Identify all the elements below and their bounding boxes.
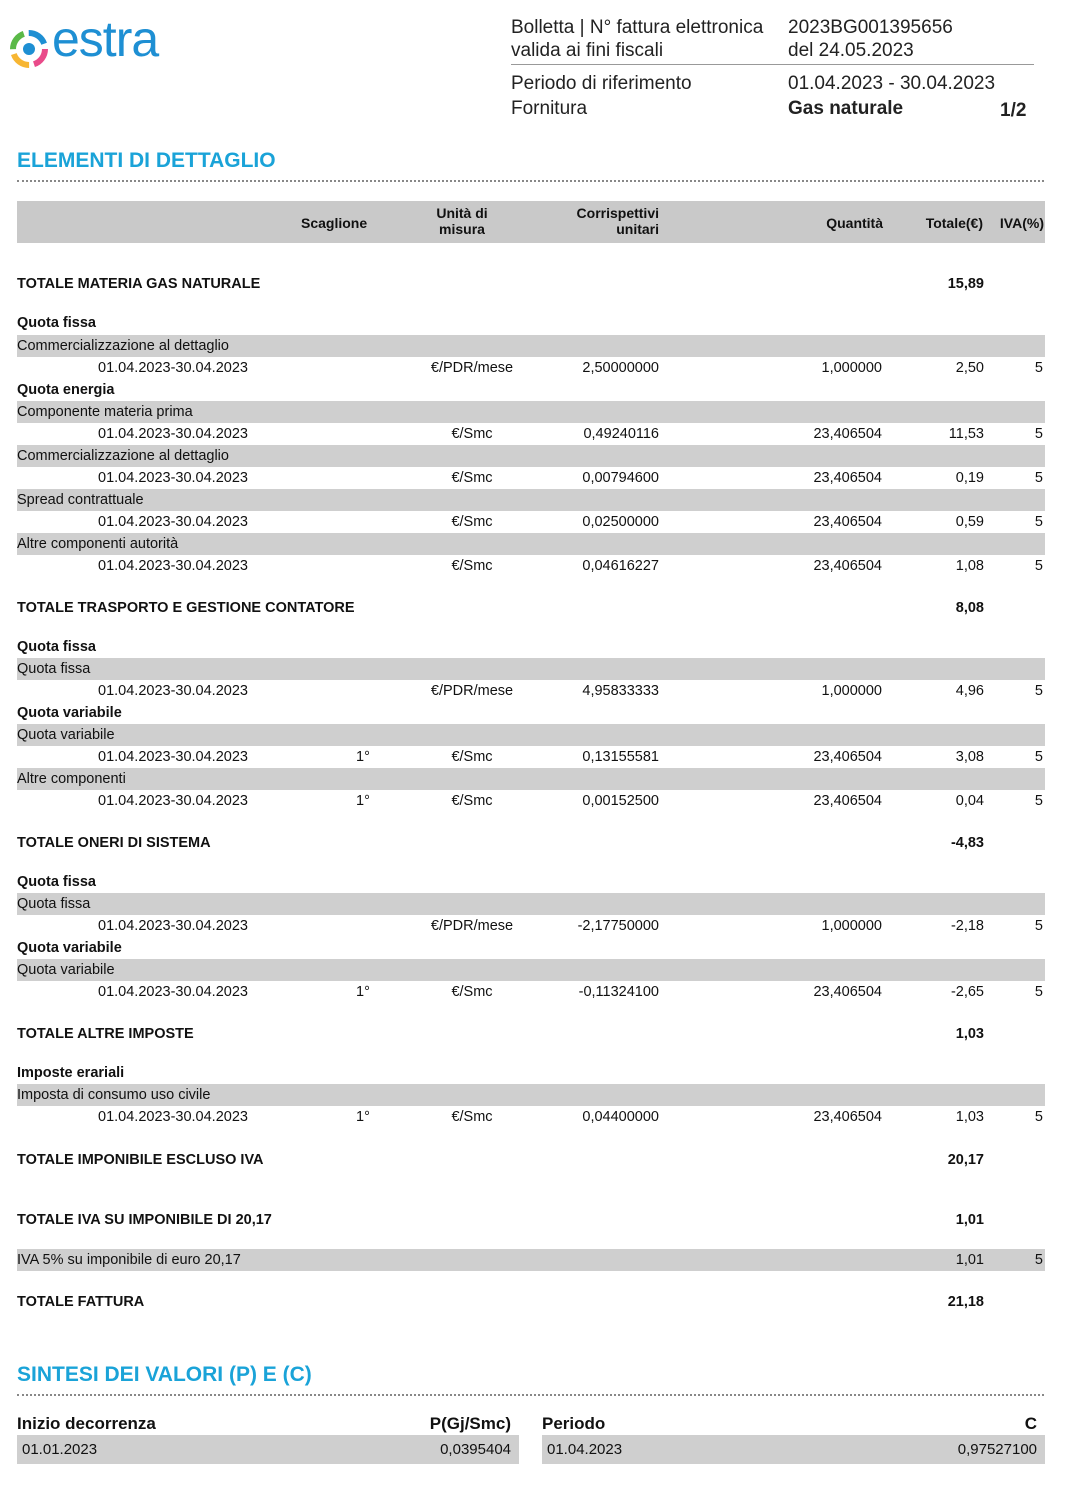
quantity-cell: 23,406504	[813, 984, 882, 1000]
iva-label: IVA 5% su imponibile di euro 20,17	[17, 1252, 241, 1268]
subsection-label: Quota fissa	[17, 874, 96, 890]
total-label: TOTALE IMPONIBILE ESCLUSO IVA	[17, 1152, 264, 1168]
total-row	[17, 1209, 1045, 1231]
quantity-cell: 23,406504	[813, 470, 882, 486]
component-label: Altre componenti autorità	[17, 536, 179, 552]
component-label: Quota fissa	[17, 896, 91, 912]
total-value: 15,89	[947, 276, 984, 292]
scaglione-cell: 1°	[356, 1109, 370, 1125]
subsection-row	[17, 636, 1045, 658]
scaglione-cell: 1°	[356, 749, 370, 765]
component-row	[17, 335, 1045, 357]
unit-cell: €/PDR/mese	[430, 360, 514, 376]
quantity-cell: 23,406504	[813, 793, 882, 809]
scaglione-cell: 1°	[356, 984, 370, 1000]
unit-price-cell: 2,50000000	[582, 360, 659, 376]
iva-cell: 5	[1034, 514, 1043, 530]
period-cell: 01.04.2023-30.04.2023	[98, 984, 248, 1000]
unit-price-cell: -0,11324100	[578, 984, 659, 1000]
component-row	[17, 1084, 1045, 1106]
table-row	[17, 357, 1045, 379]
quantity-cell: 23,406504	[813, 426, 882, 442]
table-row	[17, 981, 1045, 1003]
period-value: 01.04.2023 - 30.04.2023	[788, 73, 996, 94]
unit-price-cell: 0,00794600	[582, 470, 659, 486]
unit-cell: €/Smc	[451, 984, 493, 1000]
subsection-label: Quota variabile	[17, 705, 122, 721]
total-cell: 0,19	[955, 470, 984, 486]
total-label: TOTALE TRASPORTO E GESTIONE CONTATORE	[17, 600, 355, 616]
estra-logo	[8, 11, 188, 72]
quantity-cell: 23,406504	[813, 749, 882, 765]
iva-row	[17, 1249, 1045, 1271]
col-corrispettivi: Corrispettivi unitari	[576, 205, 659, 237]
period-cell: 01.04.2023-30.04.2023	[98, 514, 248, 530]
unit-price-cell: 0,00152500	[582, 793, 659, 809]
subsection-row	[17, 1062, 1045, 1084]
total-label: TOTALE ONERI DI SISTEMA	[17, 835, 211, 851]
subsection-row	[17, 379, 1045, 401]
total-value: 1,01	[955, 1212, 984, 1228]
period-cell: 01.04.2023-30.04.2023	[98, 470, 248, 486]
total-cell: 1,03	[955, 1109, 984, 1125]
unit-cell: €/PDR/mese	[430, 683, 514, 699]
subsection-label: Quota fissa	[17, 639, 96, 655]
table-row	[17, 511, 1045, 533]
component-label: Imposta di consumo uso civile	[17, 1087, 211, 1103]
total-cell: 4,96	[955, 683, 984, 699]
iva-cell: 5	[1034, 470, 1043, 486]
quantity-cell: 1,000000	[821, 918, 882, 934]
table-row	[17, 423, 1045, 445]
component-label: Spread contrattuale	[17, 492, 144, 508]
table-row	[17, 746, 1045, 768]
total-row	[17, 273, 1045, 295]
unit-cell: €/Smc	[451, 749, 493, 765]
total-cell: -2,65	[950, 984, 984, 1000]
unit-cell: €/Smc	[451, 514, 493, 530]
component-row	[17, 768, 1045, 790]
component-row	[17, 959, 1045, 981]
period-cell: 01.04.2023-30.04.2023	[98, 683, 248, 699]
total-cell: 0,59	[955, 514, 984, 530]
dotted-divider	[17, 180, 1044, 182]
unit-price-cell: 0,49240116	[583, 426, 659, 442]
component-label: Commercializzazione al dettaglio	[17, 448, 229, 464]
quantity-cell: 23,406504	[813, 1109, 882, 1125]
syn-header-c: C	[1024, 1414, 1037, 1433]
logo-wordmark: estra	[52, 11, 159, 67]
unit-price-cell: 0,02500000	[582, 514, 659, 530]
unit-price-cell: -2,17750000	[577, 918, 659, 934]
subsection-row	[17, 312, 1045, 334]
period-cell: 01.04.2023-30.04.2023	[98, 918, 248, 934]
iva-cell: 5	[1034, 426, 1043, 442]
subsection-label: Quota energia	[17, 382, 115, 398]
quantity-cell: 23,406504	[813, 514, 882, 530]
unit-cell: €/Smc	[451, 793, 493, 809]
unit-cell: €/Smc	[451, 470, 493, 486]
iva-cell: 5	[1034, 749, 1043, 765]
col-iva: IVA(%)	[999, 215, 1044, 231]
invoice-label: Bolletta | N° fattura elettronica	[511, 17, 764, 38]
iva-cell: 5	[1034, 558, 1043, 574]
unit-price-cell: 0,13155581	[582, 749, 659, 765]
period-cell: 01.04.2023-30.04.2023	[98, 360, 248, 376]
period-cell: 01.04.2023-30.04.2023	[98, 558, 248, 574]
total-label: TOTALE FATTURA	[17, 1294, 145, 1310]
total-cell: 3,08	[955, 749, 984, 765]
component-row	[17, 445, 1045, 467]
total-value: 20,17	[947, 1152, 984, 1168]
total-cell: 1,08	[955, 558, 984, 574]
table-header	[17, 201, 1045, 243]
supply-value: Gas naturale	[788, 98, 904, 119]
total-row	[17, 597, 1045, 619]
table-row	[17, 915, 1045, 937]
col-scaglione: Scaglione	[301, 215, 368, 231]
total-row	[17, 1023, 1045, 1045]
total-value: 8,08	[955, 600, 984, 616]
unit-cell: €/Smc	[451, 426, 493, 442]
scaglione-cell: 1°	[356, 793, 370, 809]
total-cell: 0,04	[955, 793, 984, 809]
subsection-label: Imposte erariali	[17, 1065, 125, 1081]
component-row	[17, 401, 1045, 423]
page-number: 1/2	[1000, 100, 1027, 121]
syn-p-value: 0,0395404	[440, 1441, 511, 1458]
quantity-cell: 23,406504	[813, 558, 882, 574]
total-cell: 11,53	[948, 426, 984, 442]
component-label: Quota variabile	[17, 727, 115, 743]
total-label: TOTALE MATERIA GAS NATURALE	[17, 276, 261, 292]
iva-cell: 5	[1034, 793, 1043, 809]
syn-row-p	[17, 1435, 519, 1464]
total-row	[17, 832, 1045, 854]
period-cell: 01.04.2023-30.04.2023	[98, 426, 248, 442]
component-label: Altre componenti	[17, 771, 126, 787]
subsection-row	[17, 937, 1045, 959]
total-value: -4,83	[950, 835, 984, 851]
unit-price-cell: 4,95833333	[582, 683, 659, 699]
iva-cell: 5	[1034, 984, 1043, 1000]
component-label: Componente materia prima	[17, 404, 193, 420]
unit-cell: €/Smc	[451, 1109, 493, 1125]
unit-price-cell: 0,04616227	[582, 558, 659, 574]
total-value: 1,03	[955, 1026, 984, 1042]
quantity-cell: 1,000000	[821, 683, 882, 699]
section-title-sintesi: SINTESI DEI VALORI (P) E (C)	[17, 1363, 312, 1386]
total-label: TOTALE ALTRE IMPOSTE	[17, 1026, 194, 1042]
header-divider	[511, 64, 1034, 65]
total-cell: -2,18	[950, 918, 984, 934]
section-title-dettaglio: ELEMENTI DI DETTAGLIO	[17, 149, 276, 172]
subsection-label: Quota fissa	[17, 315, 96, 331]
syn-header-periodo: Periodo	[542, 1414, 606, 1433]
quantity-cell: 1,000000	[821, 360, 882, 376]
table-row	[17, 1106, 1045, 1128]
component-label: Quota variabile	[17, 962, 115, 978]
component-label: Commercializzazione al dettaglio	[17, 338, 229, 354]
component-row	[17, 658, 1045, 680]
subsection-label: Quota variabile	[17, 940, 122, 956]
syn-inizio-value: 01.01.2023	[22, 1441, 98, 1458]
iva-cell: 5	[1034, 683, 1043, 699]
syn-header-inizio: Inizio decorrenza	[17, 1414, 156, 1433]
iva-rate: 5	[1034, 1252, 1043, 1268]
total-row	[17, 1291, 1045, 1313]
estra-logo-icon	[8, 28, 50, 70]
unit-price-cell: 0,04400000	[582, 1109, 659, 1125]
col-quantita: Quantità	[826, 215, 883, 231]
table-row	[17, 555, 1045, 577]
col-totale: Totale(€)	[925, 215, 983, 231]
iva-cell: 5	[1034, 1109, 1043, 1125]
supply-label: Fornitura	[511, 98, 588, 119]
iva-cell: 5	[1034, 918, 1043, 934]
unit-cell: €/PDR/mese	[430, 918, 514, 934]
total-value: 21,18	[947, 1294, 984, 1310]
syn-header-p: P(Gj/Smc)	[429, 1414, 511, 1433]
period-cell: 01.04.2023-30.04.2023	[98, 749, 248, 765]
component-row	[17, 533, 1045, 555]
component-row	[17, 724, 1045, 746]
unit-cell: €/Smc	[451, 558, 493, 574]
period-label: Periodo di riferimento	[511, 73, 692, 94]
component-row	[17, 893, 1045, 915]
subsection-row	[17, 702, 1045, 724]
table-row	[17, 790, 1045, 812]
period-cell: 01.04.2023-30.04.2023	[98, 1109, 248, 1125]
table-row	[17, 467, 1045, 489]
syn-periodo-value: 01.04.2023	[547, 1441, 623, 1458]
table-row	[17, 680, 1045, 702]
total-label: TOTALE IVA SU IMPONIBILE DI 20,17	[17, 1212, 272, 1228]
total-row	[17, 1149, 1045, 1171]
invoice-number: 2023BG001395656	[788, 17, 953, 38]
component-label: Quota fissa	[17, 661, 91, 677]
dotted-divider-2	[17, 1394, 1044, 1396]
invoice-label-2: valida ai fini fiscali	[511, 40, 664, 61]
period-cell: 01.04.2023-30.04.2023	[98, 793, 248, 809]
syn-c-value: 0,97527100	[957, 1441, 1037, 1458]
invoice-date: del 24.05.2023	[788, 40, 914, 61]
iva-cell: 5	[1034, 360, 1043, 376]
col-unita: Unità di misura	[436, 205, 488, 237]
syn-row-c	[542, 1435, 1045, 1464]
total-cell: 2,50	[955, 360, 984, 376]
component-row	[17, 489, 1045, 511]
iva-total: 1,01	[955, 1252, 984, 1268]
subsection-row	[17, 871, 1045, 893]
